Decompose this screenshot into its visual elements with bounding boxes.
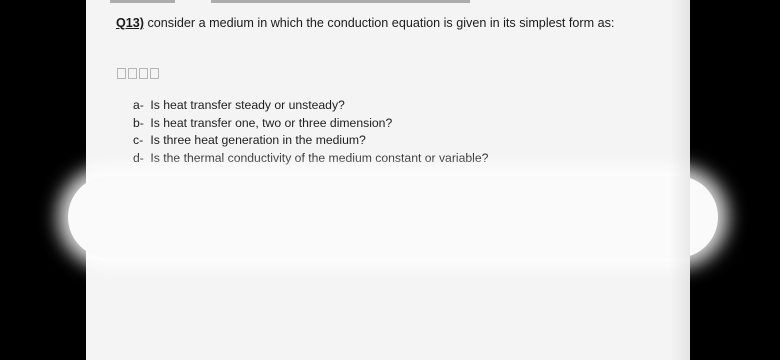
paper-edge-shade [670,0,690,360]
missing-glyph-box [117,68,126,79]
sub-question-text: Is three heat generation in the medium? [150,133,366,147]
cropped-text-line [110,0,470,3]
missing-equation-glyphs [117,68,159,79]
question-text [116,14,676,33]
sub-question-c [133,132,488,150]
sub-question-b [133,115,488,133]
missing-glyph-box [150,68,159,79]
sub-question-text: Is heat transfer steady or unsteady? [150,98,345,112]
sub-question-a [133,97,488,115]
question-body: consider a medium in which the conduction equation is given in its simplest form as: [144,16,615,30]
sub-question-list [133,97,488,167]
missing-glyph-box [139,68,148,79]
question-number: Q13) [116,16,144,30]
sub-question-marker: d- [133,150,144,165]
sub-question-text: Is the thermal conductivity of the medium constant or variable? [150,150,489,165]
redaction-blur-band [68,176,718,258]
sub-question-text: Is heat transfer one, two or three dimension? [150,115,393,130]
sub-question-marker: b- [133,115,144,130]
sub-question-marker: c- [133,133,144,147]
sub-question-marker: a- [133,98,144,112]
missing-glyph-box [128,68,137,79]
sub-question-d [133,150,488,168]
